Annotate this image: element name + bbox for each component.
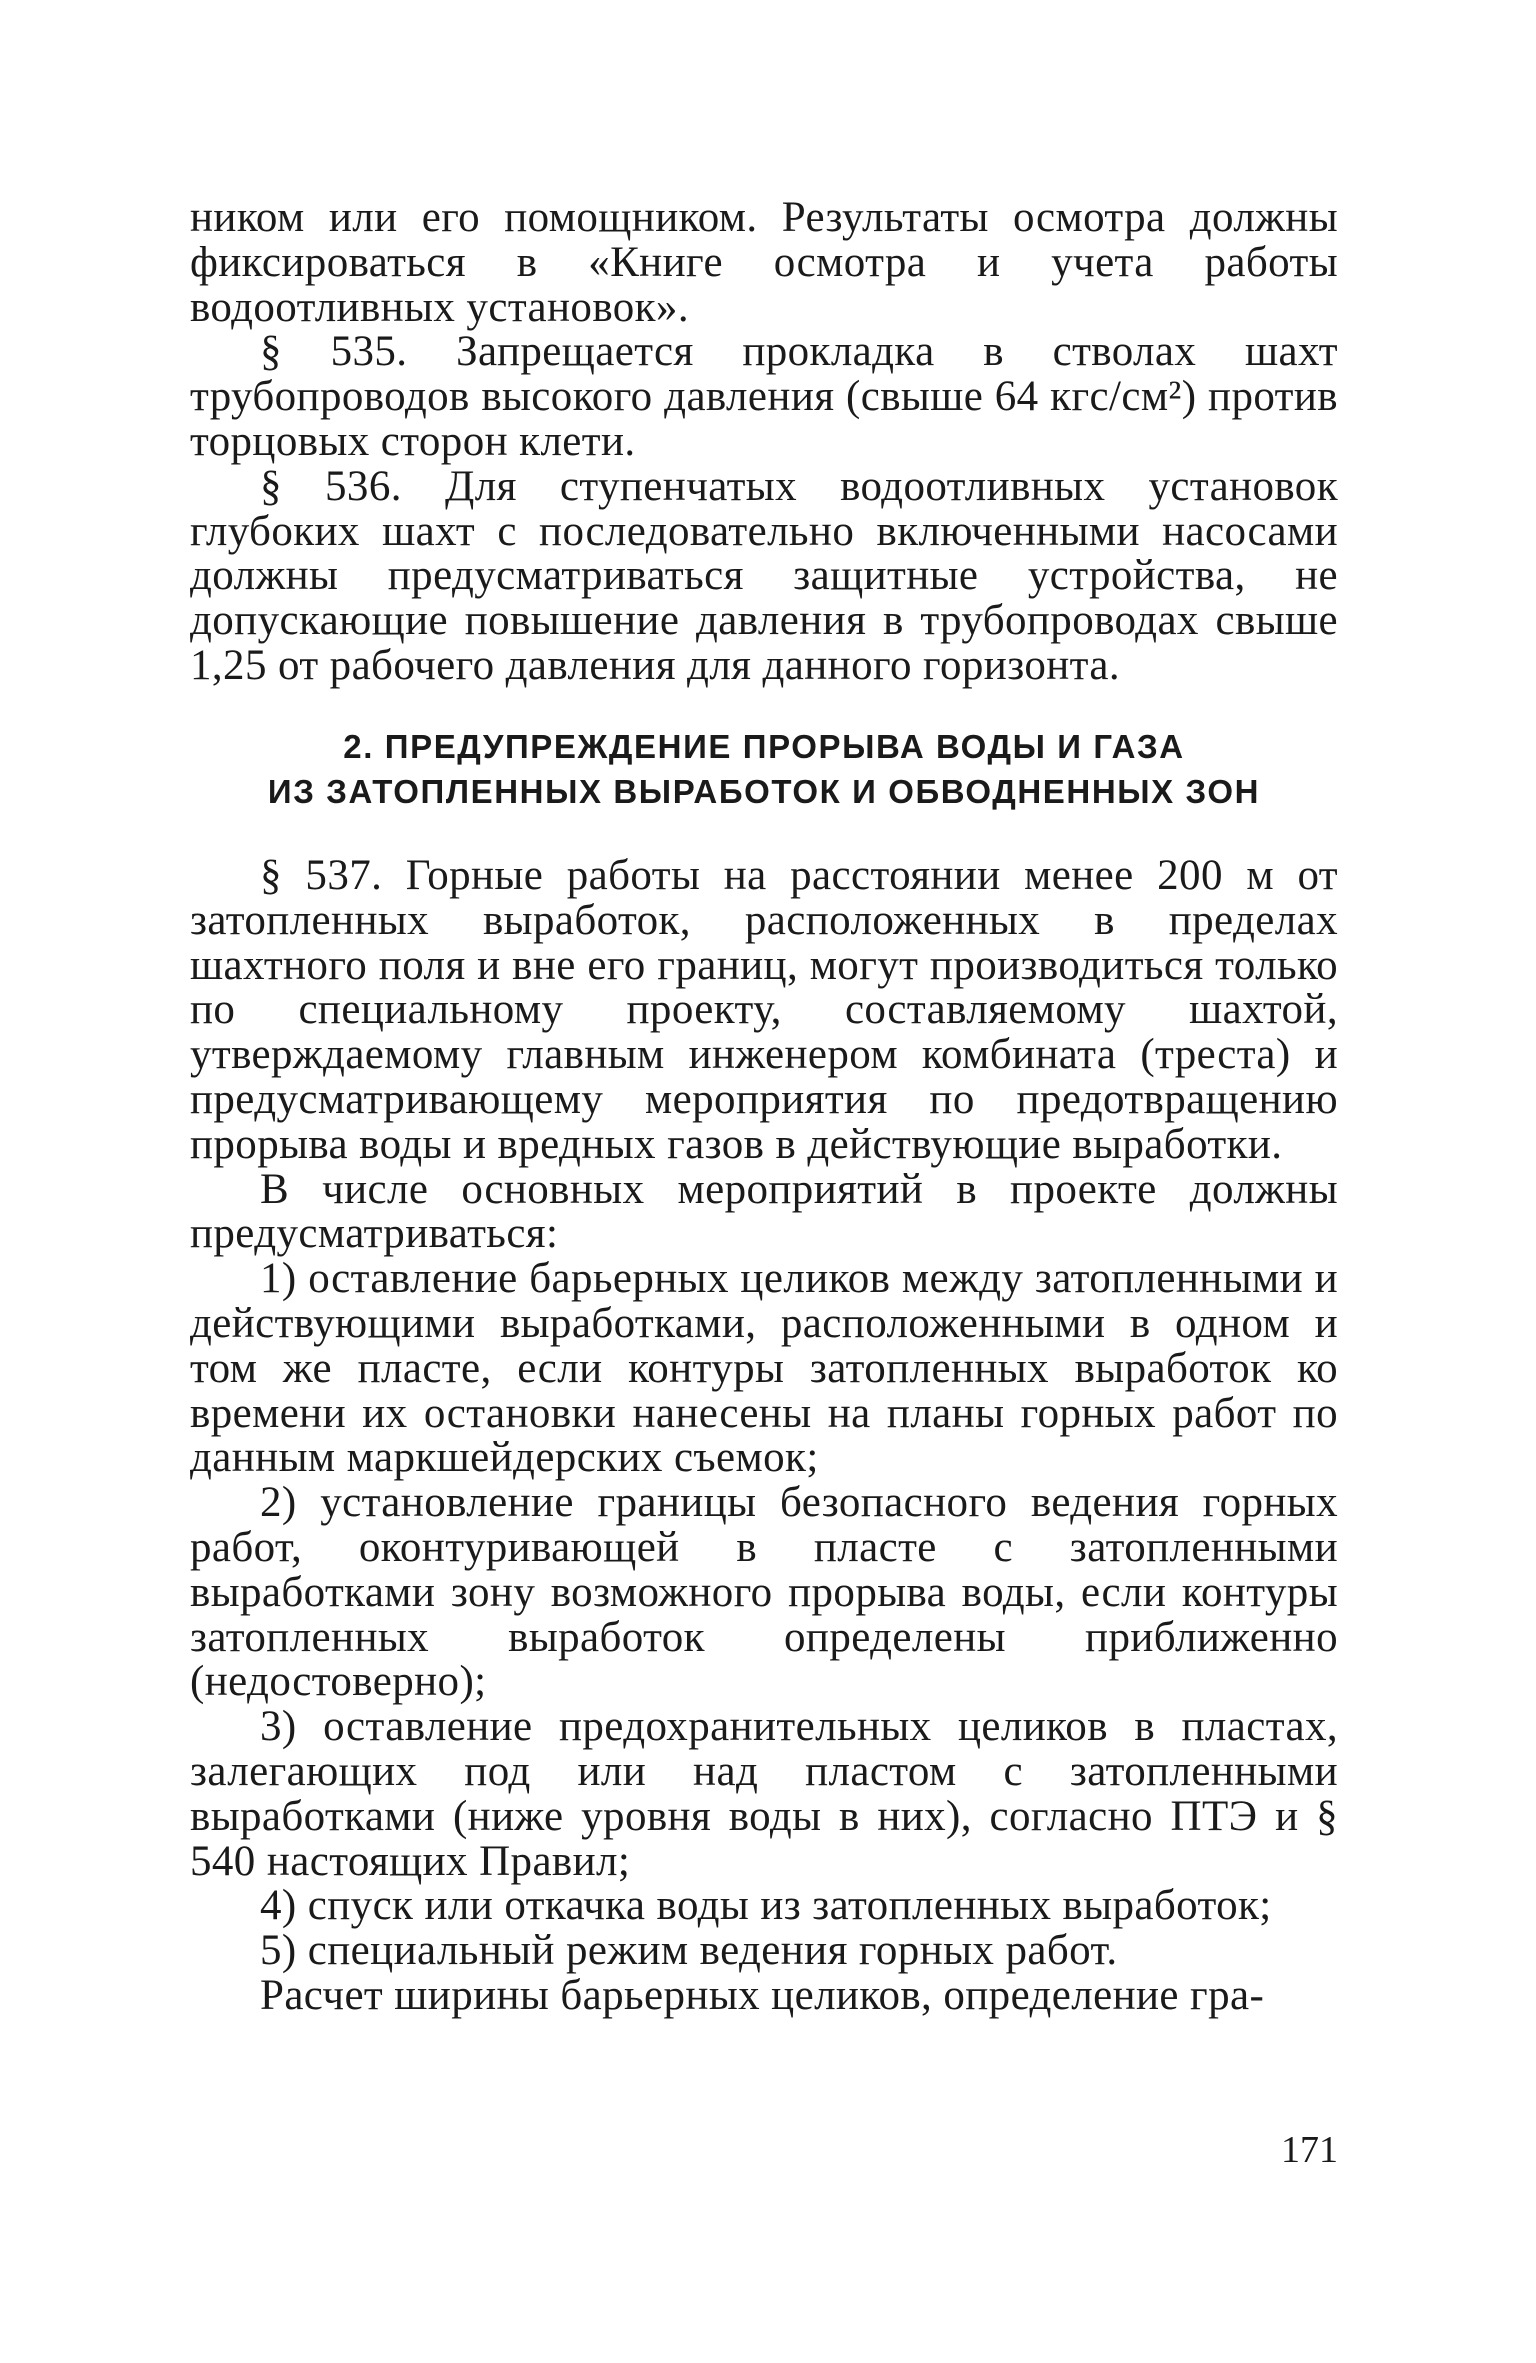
- paragraph-calculation: Расчет ширины барьерных целиков, определение гра-: [260, 1971, 1265, 2019]
- list-item-1: 1) оставление барьерных целиков между затопленными и действующими выработками, расположенными в одном и том же пласте, если контуры затопленных выработок ко времени их остановки нанесены на планы горных работ по данным маркшейдерских съемок;: [190, 1255, 1338, 1482]
- list-item-2: 2) установление границы безопасного ведения горных работ, оконтуривающей в пласте с затопленными выработками зону возможного прорыва воды, если контуры затопленных выработок определены приближенно (недостоверно);: [190, 1479, 1338, 1706]
- page-number: 171: [1281, 2129, 1338, 2171]
- paragraph-continued: ником или его помощником. Результаты осмотра должны фиксироваться в «Книге осмотра и учета работы водоотливных установок».: [190, 194, 1338, 331]
- paragraph-measures-intro: В числе основных мероприятий в проекте должны предусматриваться:: [190, 1165, 1338, 1258]
- bottom-text-block: [190, 854, 1338, 2019]
- top-text-block: [190, 196, 1338, 689]
- paragraph-536: § 536. Для ступенчатых водоотливных установок глубоких шахт с последовательно включенными насосами должны предусматриваться защитные устройства, не допускающие повышение давления в трубопроводах свыше 1,25 от рабочего давления для данного горизонта.: [190, 462, 1338, 689]
- paragraph-535: § 535. Запрещается прокладка в стволах шахт трубопроводов высокого давления (свыше 64 кгс/см²) против торцовых сторон клети.: [190, 328, 1338, 465]
- section-heading-line-1: 2. ПРЕДУПРЕЖДЕНИЕ ПРОРЫВА ВОДЫ И ГАЗА: [343, 728, 1185, 765]
- section-heading-line-2: ИЗ ЗАТОПЛЕННЫХ ВЫРАБОТОК И ОБВОДНЕННЫХ ЗОН: [267, 773, 1261, 810]
- list-item-4: 4) спуск или откачка воды из затопленных выработок;: [260, 1882, 1272, 1930]
- list-item-3: 3) оставление предохранительных целиков в пластах, залегающих под или над пластом с затопленными выработками (ниже уровня воды в них), согласно ПТЭ и § 540 настоящих Правил;: [190, 1703, 1338, 1885]
- paragraph-537: § 537. Горные работы на расстоянии менее 200 м от затопленных выработок, расположенных в пределах шахтного поля и вне его границ, могут производиться только по специальному проекту, составляемому шахтой, утверждаемому главным инженером комбината (треста) и предусматривающему мероприятия по предотвращению прорыва воды и вредных газов в действующие выработки.: [190, 852, 1338, 1168]
- section-heading: [190, 724, 1338, 814]
- list-item-5: 5) специальный режим ведения горных работ.: [260, 1927, 1118, 1975]
